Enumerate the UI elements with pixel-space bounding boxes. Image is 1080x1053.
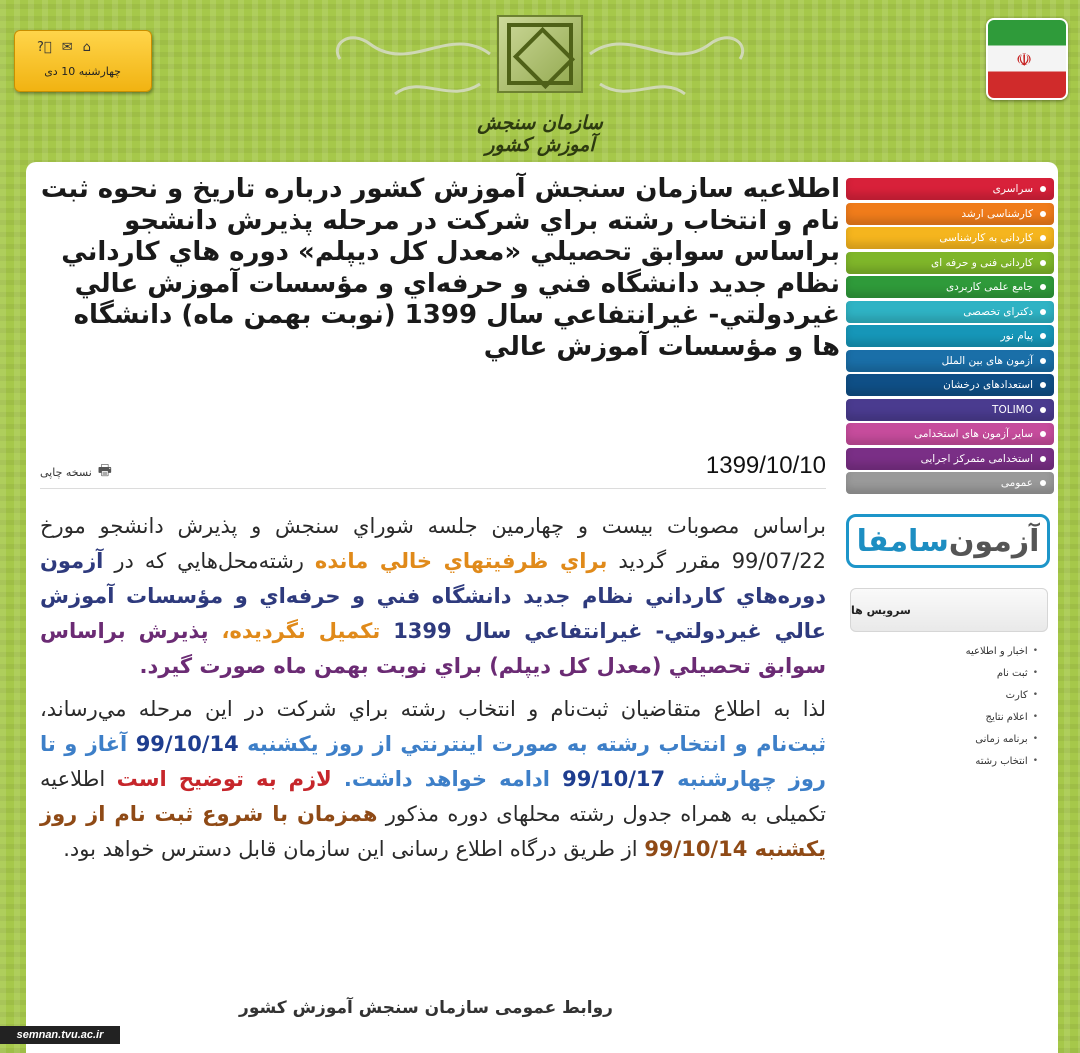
bullet-icon xyxy=(1040,382,1046,388)
services-box xyxy=(850,588,1048,772)
bullet-icon xyxy=(1040,211,1046,217)
services-list xyxy=(850,640,1048,772)
print-link[interactable] xyxy=(40,460,112,485)
bullet-icon xyxy=(1040,456,1046,462)
article-body xyxy=(40,509,826,875)
menu-item-general[interactable]: عمومی xyxy=(846,472,1054,494)
menu-item-kardani-karshenasi[interactable]: کاردانی به کارشناسی xyxy=(846,227,1054,249)
mail-icon[interactable]: ✉ xyxy=(61,40,73,55)
service-link-results[interactable]: اعلام نتایج • xyxy=(985,711,1038,723)
bullet-icon xyxy=(1040,358,1046,364)
menu-item-employment[interactable]: سایر آزمون های استخدامی xyxy=(846,423,1054,445)
menu-item-central-employment[interactable]: استخدامی متمرکز اجرایی xyxy=(846,448,1054,470)
bullet-icon xyxy=(1040,431,1046,437)
bullet-icon: • xyxy=(1032,712,1038,722)
bullet-icon xyxy=(1040,235,1046,241)
bullet-icon: • xyxy=(1032,734,1038,744)
article-title: اطلاعيه سازمان سنجش آموزش كشور درباره تاريخ و نحوه ثبت نام و انتخاب رشته براي شركت در مرحله پذيرش دانشجو براساس سوابق تحصيلي «معدل كل ديپلم» دوره هاي كارداني نظام جديد دانشگاه فني و حرفه‌اي و مؤسسات آموزش عالي غيردولتي- غيرانتفاعي سال 1399 (نوبت بهمن ماه) دانشگاه ها و مؤسسات آموزش عالي xyxy=(40,174,840,362)
printer-icon[interactable]: 🖶 xyxy=(97,461,112,479)
bullet-icon xyxy=(1040,407,1046,413)
paragraph-2: لذا به اطلاع متقاضيان ثبت‌نام و انتخاب رشته براي شركت در اين مرحله مي‌رساند، ثبت‌نام و انتخاب رشته به صورت اينترنتي از روز يكشنبه 99/10/14 آغاز و تا روز چهارشنبه 99/10/17 ادامه خواهد داشت. لازم به توضيح است اطلاعيه تكميلی به همراه جدول رشته محلهای دوره مذكور همزمان با شروع ثبت نام از روز يكشنبه 99/10/14 از طريق درگاه اطلاع رسانی اين سازمان قابل دسترس خواهد بود. xyxy=(40,697,827,861)
exam-menu xyxy=(846,178,1054,497)
help-icon[interactable]: ?⃞ xyxy=(37,40,52,55)
content-panel xyxy=(26,162,1058,1053)
iran-flag-icon: ☫ xyxy=(986,18,1068,100)
print-label[interactable]: نسخه چاپی xyxy=(40,466,92,479)
menu-item-talents[interactable]: استعدادهای درخشان xyxy=(846,374,1054,396)
current-date: چهارشنبه 10 دی xyxy=(44,65,121,78)
bullet-icon xyxy=(1040,480,1046,486)
bullet-icon xyxy=(1040,186,1046,192)
article-signature: روابط عمومی سازمان سنجش آموزش کشور xyxy=(239,998,613,1018)
service-link-field-selection[interactable]: انتخاب رشته • xyxy=(975,755,1038,767)
source-watermark: semnan.tvu.ac.ir xyxy=(0,1026,120,1044)
article-date: 1399/10/10 xyxy=(705,452,826,479)
menu-item-kardani-fani[interactable]: کاردانی فنی و حرفه ای xyxy=(846,252,1054,274)
divider xyxy=(40,488,826,489)
service-link-schedule[interactable]: برنامه زمانی • xyxy=(975,733,1038,745)
menu-item-international[interactable]: آزمون های بین الملل xyxy=(846,350,1054,372)
org-name: سازمان سنجش آموزش کشور xyxy=(477,112,603,156)
home-icon[interactable]: ⌂ xyxy=(82,40,91,55)
bullet-icon xyxy=(1040,333,1046,339)
menu-item-doctora[interactable]: دکترای تخصصی xyxy=(846,301,1054,323)
paragraph-1: براساس مصوبات بيست و چهارمين جلسه شوراي سنجش و پذيرش دانشجو مورخ 99/07/22 مقرر گرديد براي ظرفيتهاي خالي مانده رشته‌محل‌هايي كه در آزمون دوره‌هاي كارداني نظام جديد دانشگاه فني و حرفه‌اي و مؤسسات آموزش عالي غيردولتي- غيرانتفاعي سال 1399 تكميل نگرديده، پذيرش براساس سوابق تحصيلي (معدل كل ديپلم) براي نوبت بهمن ماه صورت گيرد. xyxy=(40,514,827,678)
service-link-card[interactable]: کارت • xyxy=(1005,689,1038,701)
site-header xyxy=(0,0,1080,162)
menu-item-tolimo[interactable]: TOLIMO xyxy=(846,399,1054,421)
bullet-icon xyxy=(1040,284,1046,290)
service-link-register[interactable]: ثبت نام • xyxy=(996,667,1038,679)
menu-item-arshad[interactable]: کارشناسی ارشد xyxy=(846,203,1054,225)
menu-item-sarasari[interactable]: سراسری xyxy=(846,178,1054,200)
bullet-icon xyxy=(1040,260,1046,266)
bullet-icon: • xyxy=(1032,756,1038,766)
services-title: سرویس ها xyxy=(850,588,1048,632)
samfa-banner[interactable]: آزمون سامفا xyxy=(846,514,1050,568)
service-link-news[interactable]: اخبار و اطلاعیه • xyxy=(965,645,1038,657)
bullet-icon xyxy=(1040,309,1046,315)
menu-item-payam-noor[interactable]: پیام نور xyxy=(846,325,1054,347)
bullet-icon: • xyxy=(1032,690,1038,700)
org-logo[interactable] xyxy=(497,15,583,93)
bullet-icon: • xyxy=(1032,668,1038,678)
date-widget xyxy=(14,30,152,92)
menu-item-jame-elmi[interactable]: جامع علمی کاربردی xyxy=(846,276,1054,298)
bullet-icon: • xyxy=(1032,646,1038,656)
